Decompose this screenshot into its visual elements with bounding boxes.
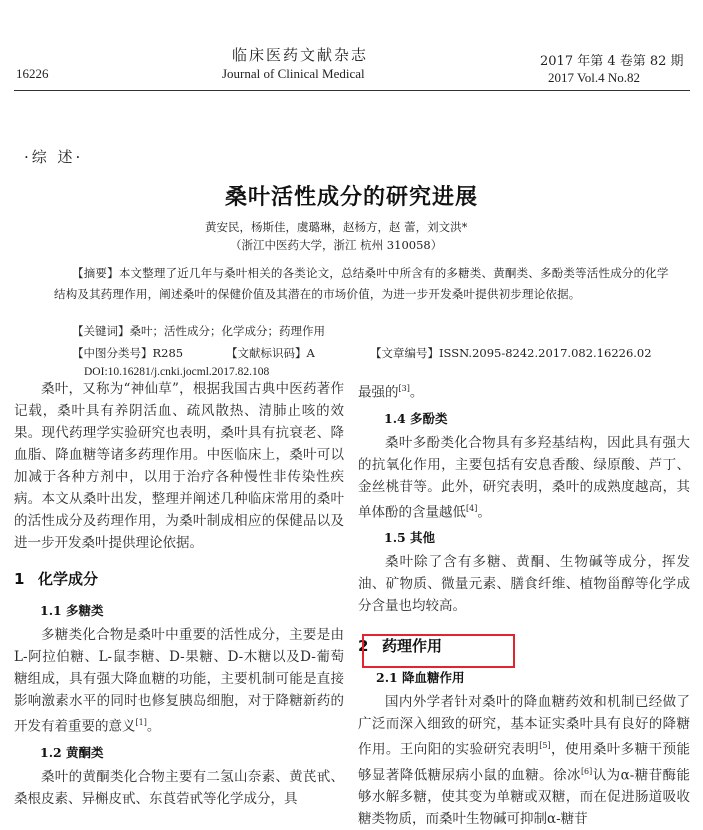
clc-number — [72, 345, 183, 361]
journal-name-cn: 临床医药文献杂志 — [232, 46, 369, 64]
issue-info-en: 2017 Vol.4 No.82 — [548, 70, 640, 85]
affiliation: （浙江中医药大学，浙江 杭州 310058） — [230, 238, 443, 252]
article-number — [370, 345, 652, 361]
clc-label: 【中图分类号】 — [72, 346, 153, 360]
section-1-4-title: 多酚类 — [410, 410, 448, 426]
section-1-5-paragraph: 桑叶除了含有多糖、黄酮、生物碱等成分，挥发油、矿物质、微量元素、膳食纤维、植物甾醇等化学成分含量也均较高。 — [358, 554, 690, 614]
continued-paragraph: 最强的[3]。 — [358, 384, 424, 401]
clc-value: R285 — [152, 346, 184, 360]
section-1-title: 化学成分 — [38, 570, 99, 588]
section-1-1-heading — [14, 600, 344, 622]
section-1-1-paragraph: 多糖类化合物是桑叶中重要的活性成分，主要是由L-阿拉伯糖、L-鼠李糖、D-果糖、D-木糖以及D-葡萄糖组成，具有强大降血糖的功能，主要机制可能是直接影响激素水平的同时也修复胰岛细胞，对于降糖新药的开发有着重要的意义[1]。 — [14, 627, 344, 735]
citation-ref: [3] — [398, 384, 410, 393]
body-right-column — [358, 378, 690, 830]
header-divider — [14, 90, 690, 91]
article-title: 桑叶活性成分的研究进展 — [224, 184, 478, 210]
article-no-value: ISSN.2095-8242.2017.082.16226.02 — [439, 346, 652, 360]
keywords — [72, 323, 325, 339]
issue-info-cn: 2017 年第 4 卷第 82 期 — [540, 54, 684, 69]
section-2-title: 药理作用 — [382, 637, 443, 655]
section-1-5-number: 1.5 — [384, 530, 406, 545]
doi: DOI:10.16281/j.cnki.jocml.2017.82.108 — [84, 366, 270, 378]
section-1-number: 1 — [14, 570, 25, 588]
citation-ref: [6] — [580, 766, 593, 776]
body-left-column — [14, 378, 344, 810]
section-2-1-title: 降血糖作用 — [402, 670, 465, 685]
author-list: 黄安民，杨斯佳，虞璐琳，赵杨方，赵 蕾，刘文洪* — [205, 220, 468, 234]
citation-ref: [5] — [539, 741, 551, 750]
section-1-1-title: 多糖类 — [66, 603, 104, 618]
section-1-4-number: 1.4 — [384, 410, 406, 426]
column-label: ·综 述· — [24, 148, 84, 166]
section-1-4-paragraph: 桑叶多酚类化合物具有多羟基结构，因此具有强大的抗氧化作用，主要包括有安息香酸、绿原酸、芦丁、金丝桃苷等。此外，研究表明，桑叶的成熟度越高，其单体酚的含量越低[4]。 — [358, 434, 690, 520]
section-2-number: 2 — [358, 637, 369, 655]
keywords-text: 桑叶；活性成分；化学成分；药理作用 — [129, 324, 325, 338]
section-1-1-number: 1.1 — [40, 603, 62, 618]
citation-ref: [1] — [135, 718, 147, 727]
section-1-heading — [14, 568, 344, 590]
abstract-label: 【摘要】 — [72, 266, 119, 280]
section-1-5-title: 其他 — [410, 530, 436, 545]
page-number: 16226 — [16, 66, 49, 81]
section-1-5-heading — [358, 527, 690, 549]
section-1-2-number: 1.2 — [40, 744, 62, 760]
doc-code-label: 【文献标识码】 — [226, 346, 307, 360]
intro-paragraph: 桑叶，又称为“神仙草”，根据我国古典中医药著作记载，桑叶具有养阴活血、疏风散热、清肺止咳的效果。现代药理学实验研究也表明，桑叶具有抗衰老、降血脂、降血糖等诸多药理作用。中医临床上，桑叶可以加减于各种方剂中，以用于治疗各种慢性非传染性疾病。本文从桑叶出发，整理并阐述几种临床常用的桑叶的活性成分及药理作用，为桑叶制成相应的保健品以及进一步开发桑叶提供理论依据。 — [14, 381, 344, 551]
section-2-1-heading — [358, 667, 690, 689]
abstract — [54, 263, 674, 305]
section-1-4-heading — [358, 408, 690, 430]
section-2-1-paragraph: 国内外学者针对桑叶的降血糖药效和机制已经做了广泛而深入细致的研究，基本证实桑叶具有良好的降糖作用。王向阳的实验研究表明[5]，使用桑叶多糖干预能够显著降低糖尿病小鼠的血糖。徐冰[6]认为α-糖苷酶能够水解多糖，使其变为单糖或双糖，而在促进肠道吸收糖类物质，而桑叶生物碱可抑制α-糖苷 — [358, 694, 691, 827]
doc-code-value: A — [306, 346, 315, 360]
section-1-2-title: 黄酮类 — [66, 744, 104, 760]
citation-ref: [4] — [466, 503, 478, 513]
journal-name-en: Journal of Clinical Medical — [222, 66, 365, 81]
section-1-2-paragraph: 桑叶的黄酮类化合物主要有二氢山奈素、黄芪甙、桑根皮素、异槲皮甙、东莨菪甙等化学成分，具 — [14, 768, 344, 807]
highlight-annotation-box — [362, 634, 515, 668]
section-1-2-heading — [14, 742, 344, 764]
section-2-1-number: 2.1 — [376, 670, 398, 685]
article-no-label: 【文章编号】 — [370, 346, 439, 360]
abstract-text: 本文整理了近几年与桑叶相关的各类论文，总结桑叶中所含有的多糖类、黄酮类、多酚类等活性成分的化学结构及其药理作用，阐述桑叶的保健价值及其潜在的市场价值，为进一步开发桑叶提供初步理论依据。 — [54, 266, 669, 301]
keywords-label: 【关键词】 — [72, 324, 130, 338]
document-code — [226, 345, 315, 361]
